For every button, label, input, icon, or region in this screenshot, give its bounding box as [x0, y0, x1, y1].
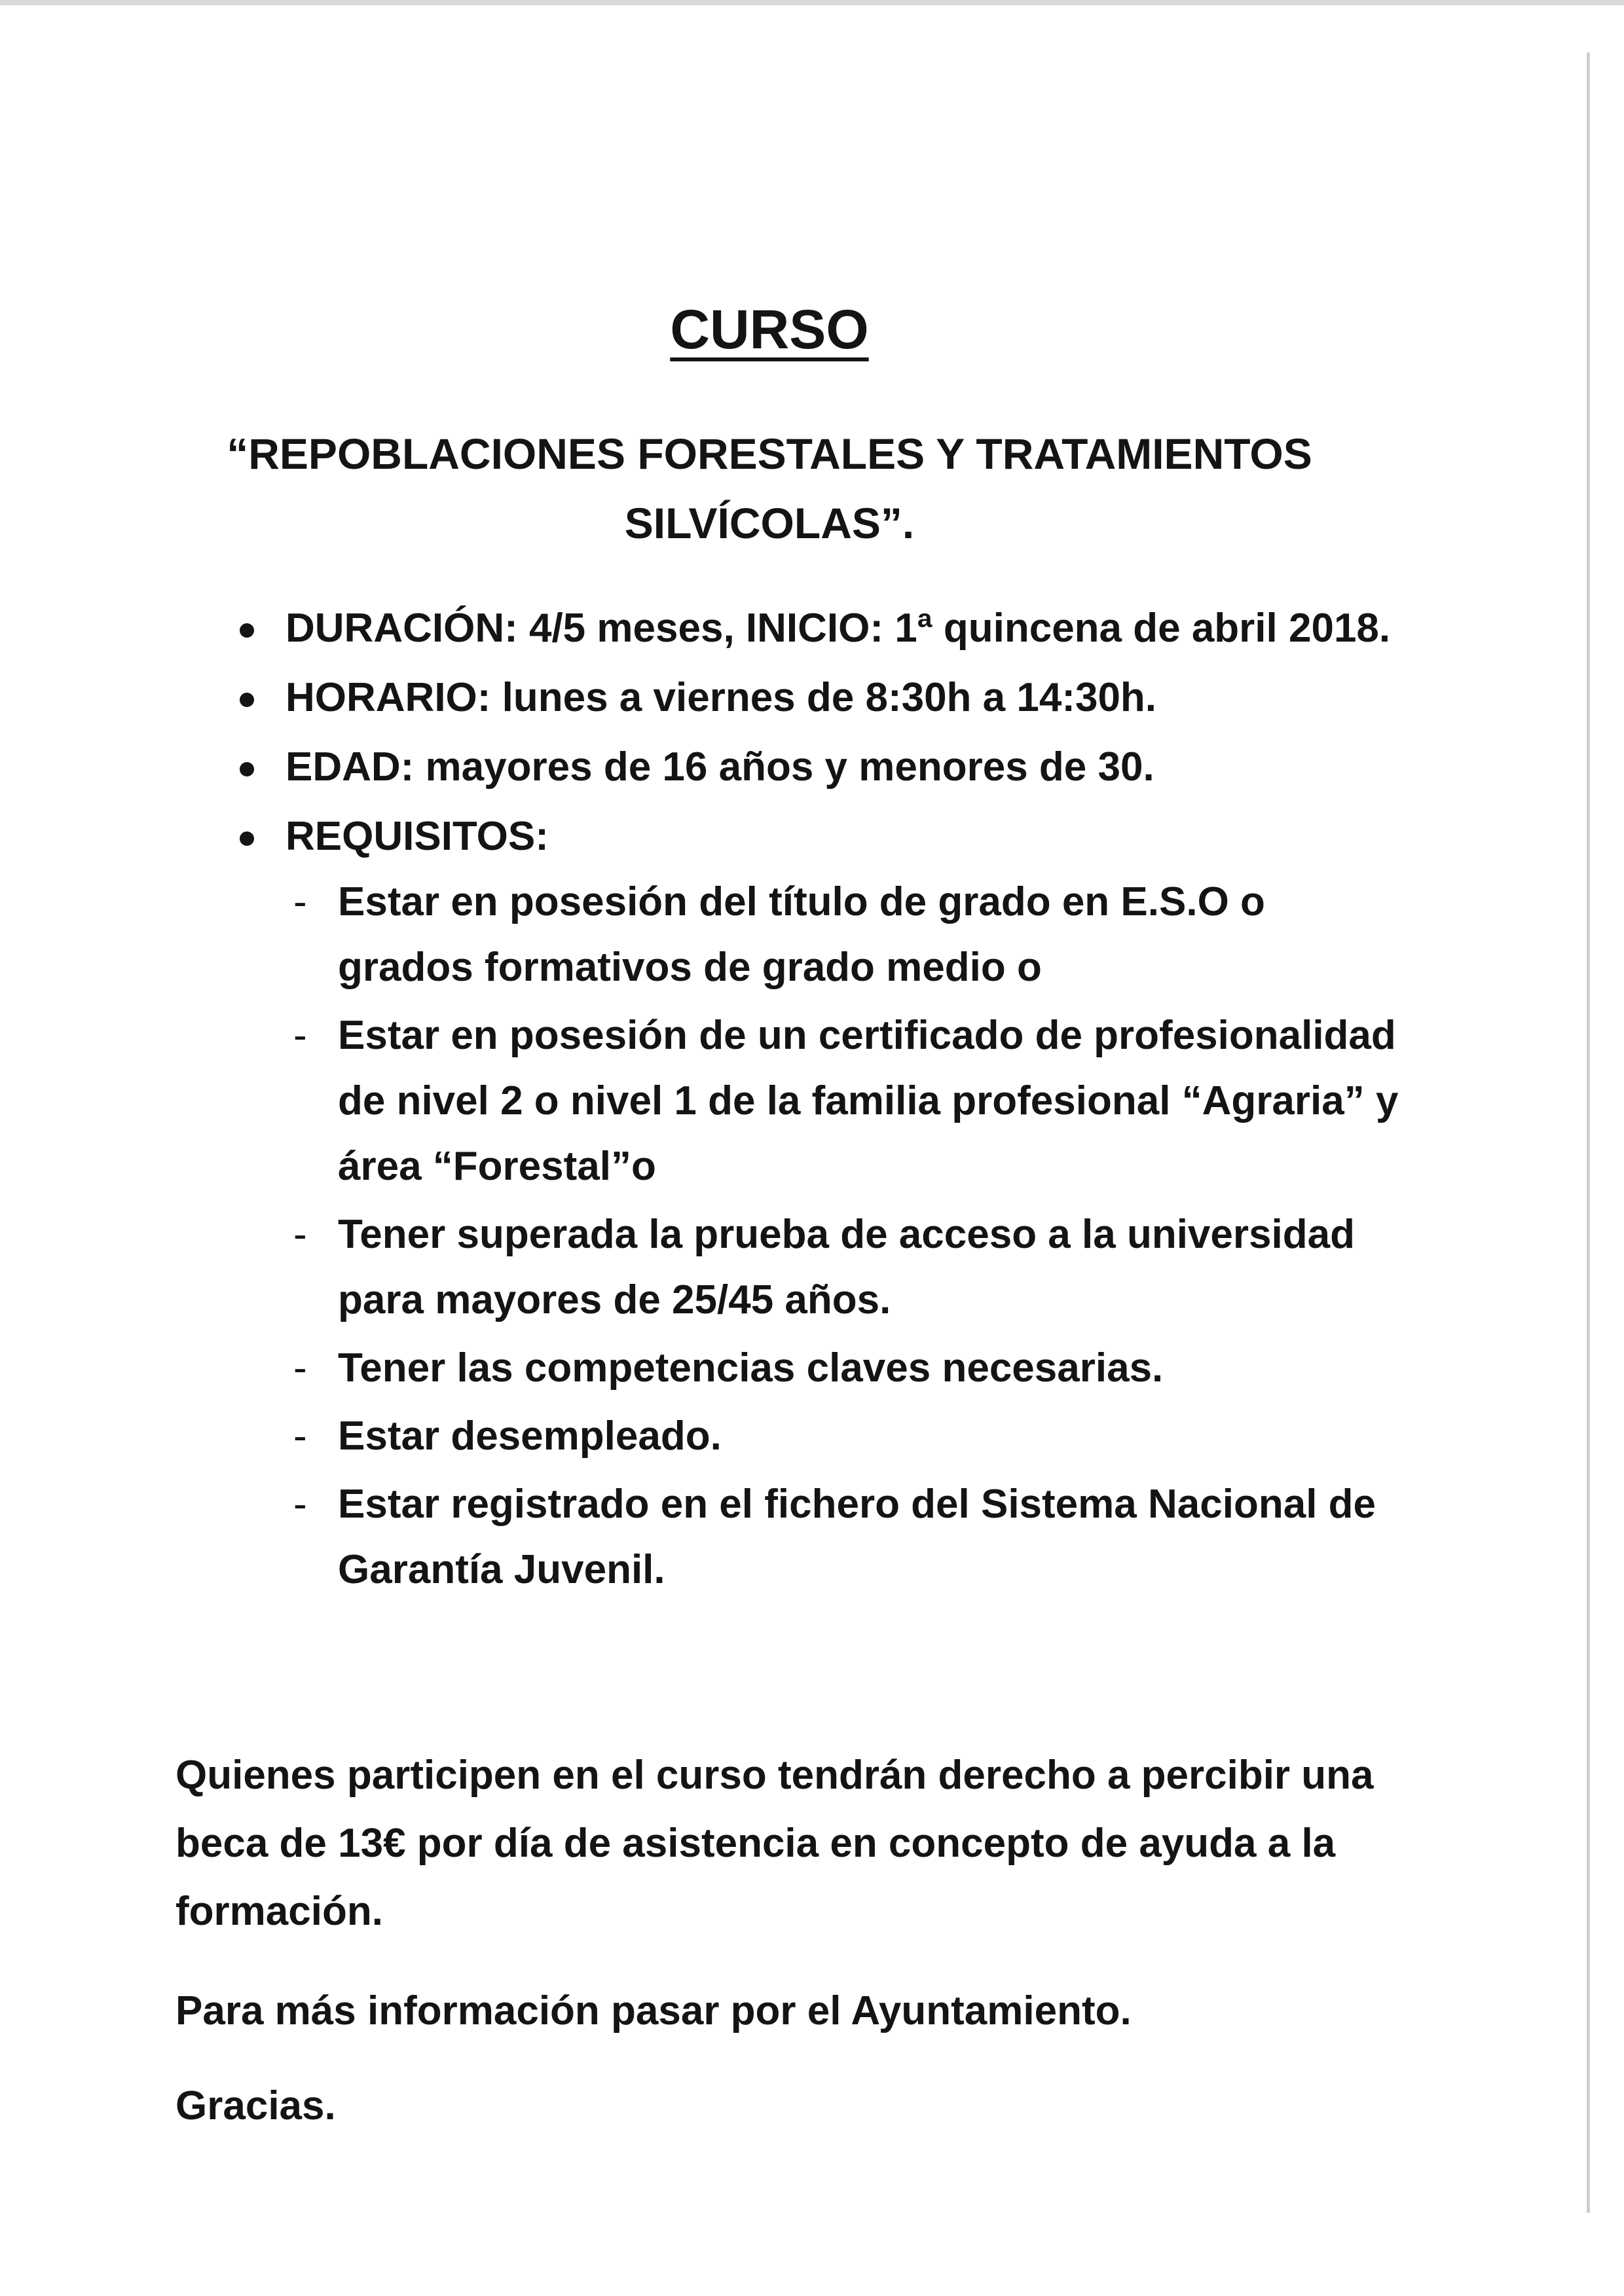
requisito-item — [286, 869, 1401, 1000]
bullet-icon — [240, 831, 254, 846]
document-title: CURSO — [670, 299, 869, 360]
requisito-text: Tener superada la prueba de acceso a la universidad para mayores de 25/45 años. — [338, 1212, 1355, 1322]
dash-marker: - — [293, 1413, 307, 1459]
dash-marker: - — [293, 1212, 307, 1257]
requisito-text: Estar en posesión de un certificado de profesionalidad de nivel 2 o nivel 1 de la familia profesional “Agraria” y área “Forestal”o — [338, 1013, 1399, 1189]
requisito-item — [286, 1472, 1401, 1603]
list-item-horario — [236, 665, 1401, 731]
list-item-edad — [236, 735, 1401, 800]
requisitos-list — [286, 869, 1401, 1603]
list-item-text: EDAD: mayores de 16 años y menores de 30. — [286, 744, 1154, 790]
course-details-list — [236, 596, 1401, 1607]
list-item-text: REQUISITOS: — [286, 814, 549, 859]
dash-marker: - — [293, 1482, 307, 1527]
dash-marker: - — [293, 1345, 307, 1391]
requisito-item — [286, 1202, 1401, 1333]
list-item-requisitos — [236, 804, 1401, 1603]
dash-marker: - — [293, 879, 307, 924]
requisito-item — [286, 1003, 1401, 1199]
info-paragraph: Para más información pasar por el Ayuntamiento. — [175, 1988, 1132, 2033]
list-item-text: HORARIO: lunes a viernes de 8:30h a 14:30h. — [286, 675, 1157, 720]
bullet-icon — [240, 623, 254, 638]
requisito-item — [286, 1336, 1401, 1401]
closing-text: Gracias. — [175, 2083, 336, 2128]
requisito-text: Estar en posesión del título de grado en E.S.O o grados formativos de grado medio o — [338, 879, 1265, 990]
requisito-text: Estar desempleado. — [338, 1413, 722, 1459]
requisito-item — [286, 1404, 1401, 1469]
dash-marker: - — [293, 1013, 307, 1058]
list-item-duracion — [236, 596, 1401, 661]
requisito-text: Tener las competencias claves necesarias. — [338, 1345, 1164, 1391]
bullet-icon — [240, 693, 254, 707]
requisito-text: Estar registrado en el fichero del Sistema Nacional de Garantía Juvenil. — [338, 1482, 1376, 1592]
bullet-icon — [240, 762, 254, 776]
course-name: “REPOBLACIONES FORESTALES Y TRATAMIENTOS SILVÍCOLAS”. — [227, 429, 1312, 547]
list-item-text: DURACIÓN: 4/5 meses, INICIO: 1ª quincena de abril 2018. — [286, 606, 1391, 651]
beca-paragraph: Quienes participen en el curso tendrán derecho a percibir una beca de 13€ por día de asistencia en concepto de ayuda a la formación. — [175, 1753, 1374, 1934]
